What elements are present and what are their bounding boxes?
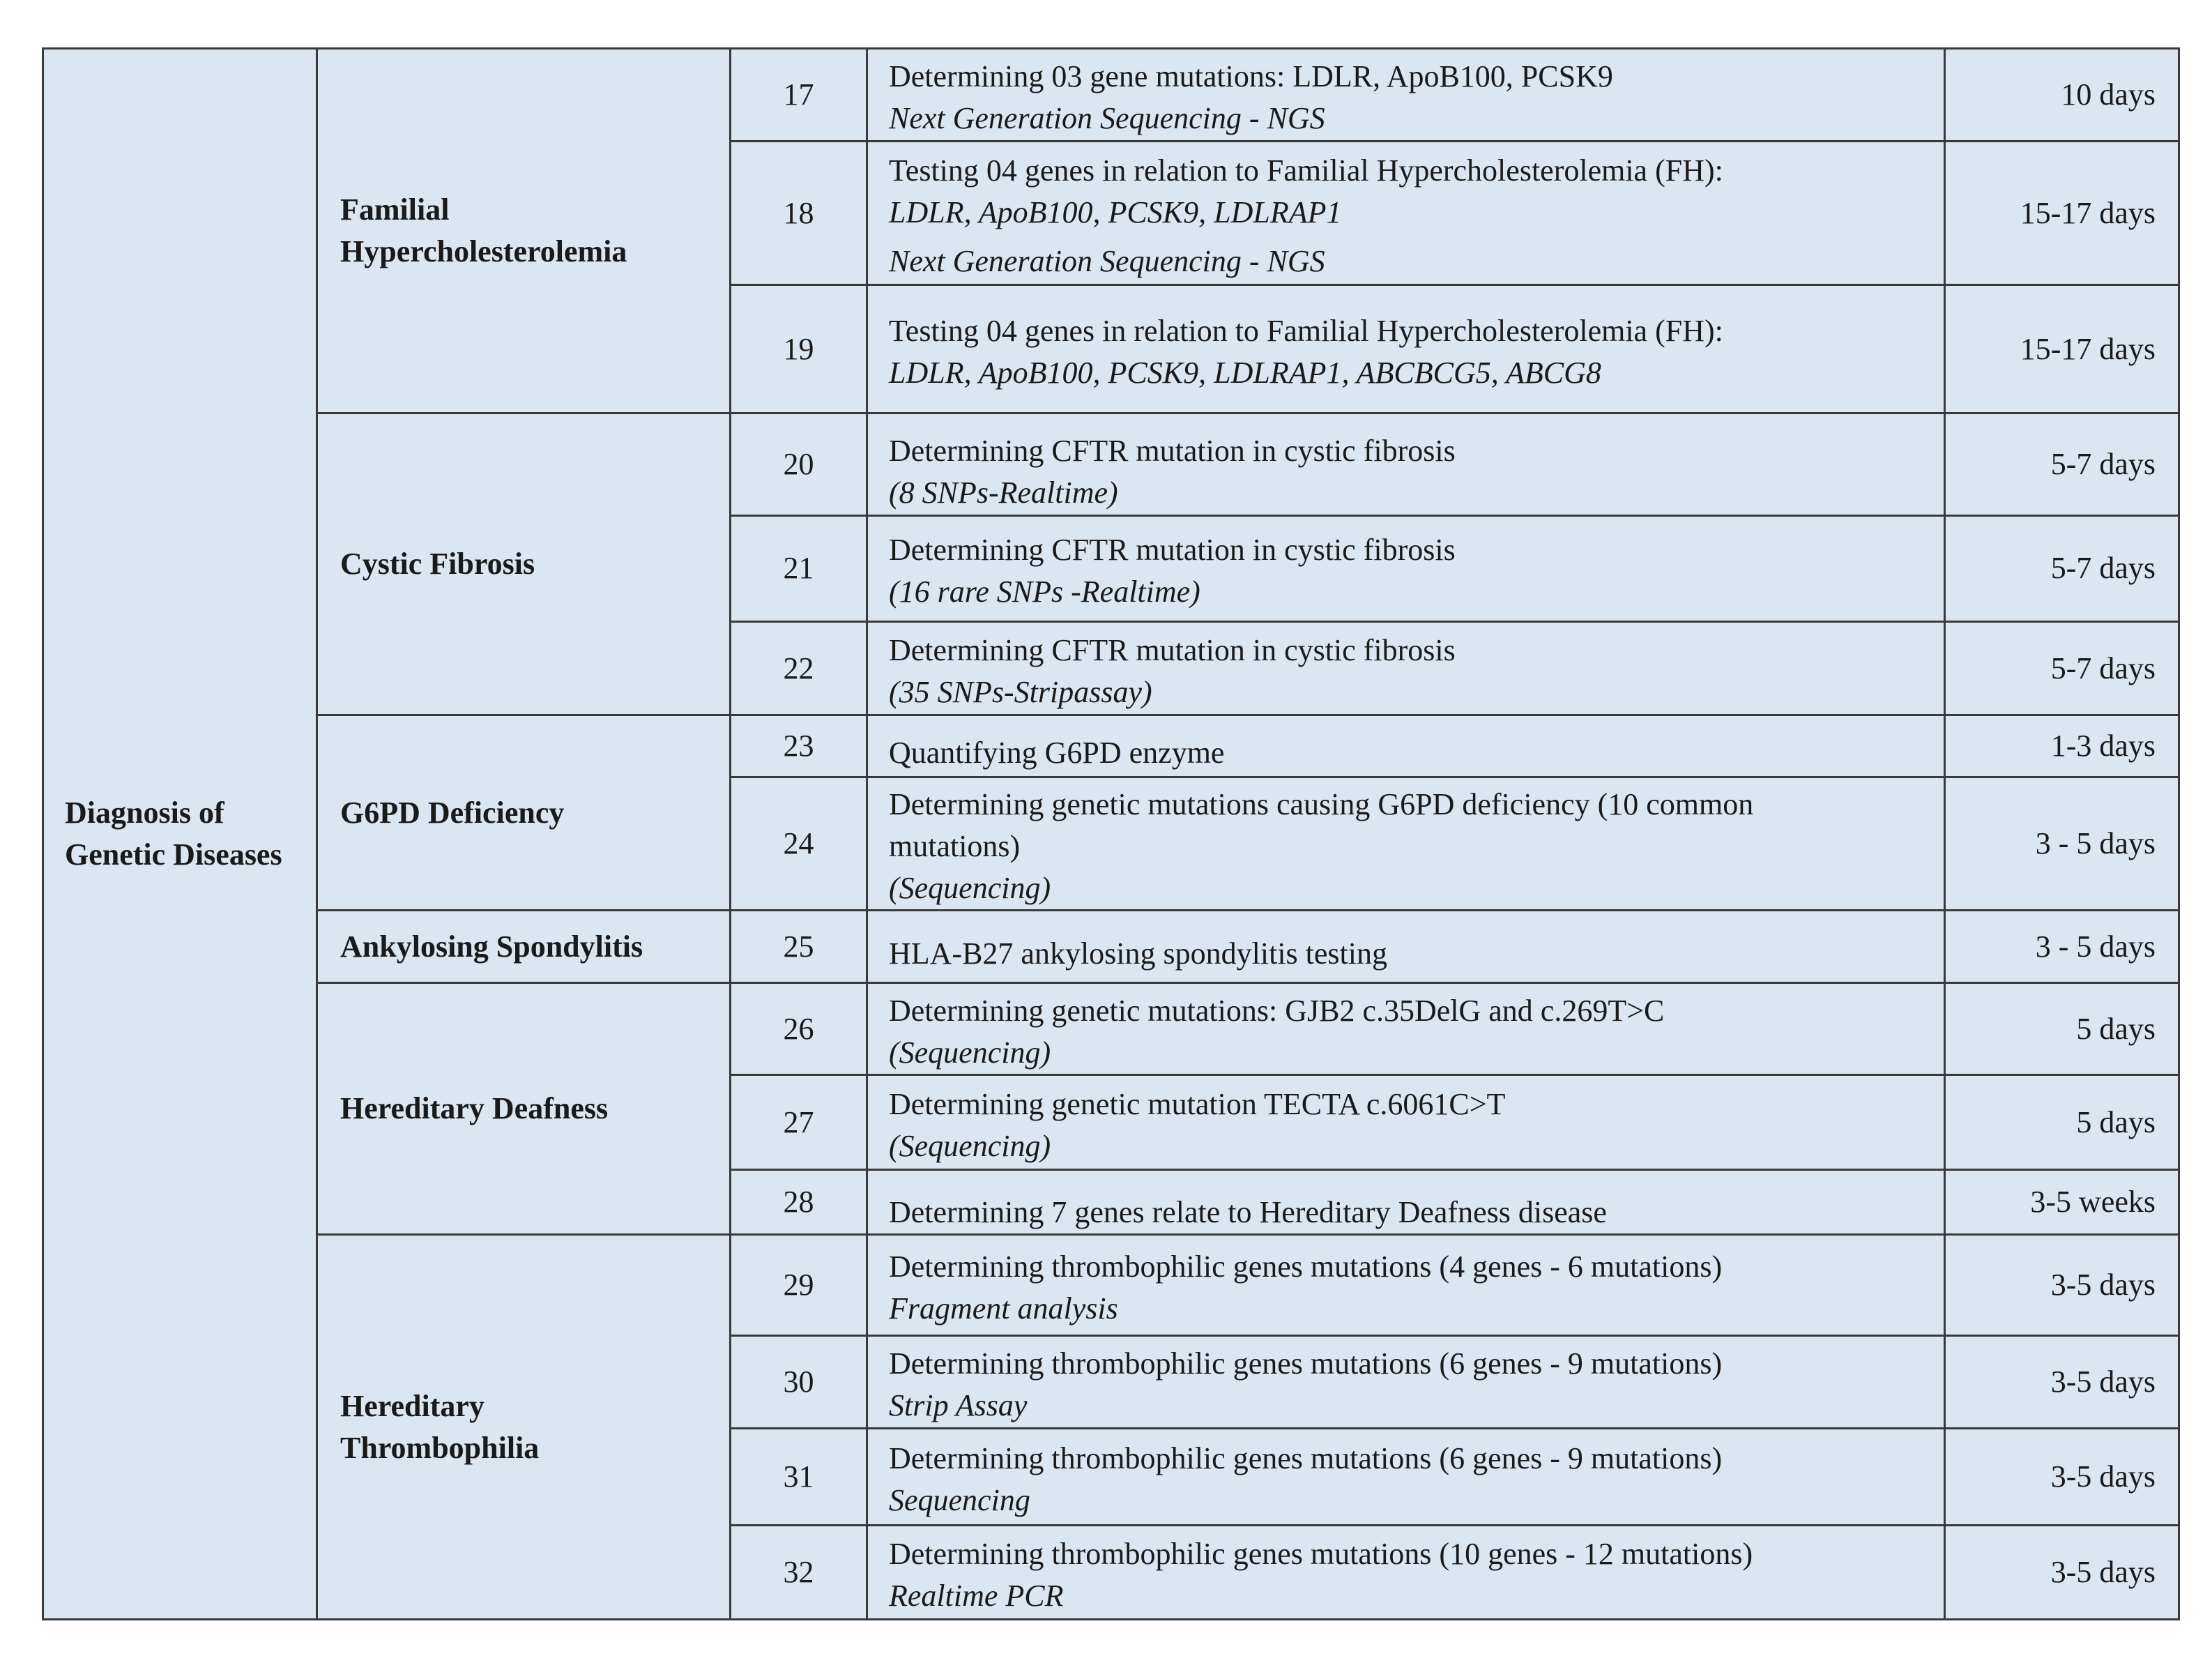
test-description-cell <box>867 1074 1945 1169</box>
test-number: 24 <box>731 777 867 911</box>
disease-name-cell <box>317 911 731 983</box>
turnaround-time: 10 days <box>1945 49 2179 142</box>
test-number: 21 <box>731 515 867 621</box>
category-label: Diagnosis of <box>65 796 224 830</box>
test-description: Determining CFTR mutation in cystic fibrosis <box>889 434 1456 469</box>
table-row <box>43 911 2179 983</box>
test-description-cell <box>867 515 1945 621</box>
category-label: Genetic Diseases <box>65 837 282 872</box>
turnaround-time: 5-7 days <box>1945 622 2179 715</box>
disease-name-cell <box>317 983 731 1235</box>
disease-name-cell <box>317 413 731 715</box>
turnaround-time: 3-5 days <box>1945 1335 2179 1428</box>
test-description: Quantifying G6PD enzyme <box>889 736 1225 770</box>
turnaround-time: 5-7 days <box>1945 515 2179 621</box>
turnaround-time: 3-5 days <box>1945 1235 2179 1335</box>
test-description: HLA-B27 ankylosing spondylitis testing <box>889 936 1387 971</box>
test-number: 27 <box>731 1074 867 1169</box>
disease-name: Ankylosing Spondylitis <box>340 929 643 964</box>
test-description: Determining thrombophilic genes mutations (4 genes - 6 mutations) <box>889 1249 1723 1284</box>
turnaround-time: 1-3 days <box>1945 715 2179 777</box>
test-description: Determining 03 gene mutations: LDLR, ApoB100, PCSK9 <box>889 59 1613 94</box>
table-row <box>43 983 2179 1074</box>
test-number: 19 <box>731 284 867 413</box>
test-description: Determining 7 genes relate to Hereditary Deafness disease <box>889 1195 1607 1230</box>
test-number: 23 <box>731 715 867 777</box>
test-number: 18 <box>731 142 867 285</box>
disease-name: G6PD Deficiency <box>340 795 565 830</box>
turnaround-time: 3 - 5 days <box>1945 777 2179 911</box>
test-description-cell <box>867 142 1945 285</box>
test-description-cell <box>867 284 1945 413</box>
disease-name: Thrombophilia <box>340 1430 540 1465</box>
test-method: (8 SNPs-Realtime) <box>889 476 1118 510</box>
test-method: LDLR, ApoB100, PCSK9, LDLRAP1 <box>889 195 1342 229</box>
turnaround-time: 5-7 days <box>1945 413 2179 515</box>
disease-name: Cystic Fibrosis <box>340 547 535 582</box>
disease-name-cell <box>317 49 731 413</box>
turnaround-time: 15-17 days <box>1945 142 2179 285</box>
test-description: mutations) <box>889 828 1021 863</box>
test-number: 25 <box>731 911 867 983</box>
disease-name: Hereditary Deafness <box>340 1091 609 1126</box>
test-description: Testing 04 genes in relation to Familial Hypercholesterolemia (FH): <box>889 313 1723 348</box>
test-description-cell <box>867 1170 1945 1235</box>
test-number: 26 <box>731 983 867 1074</box>
disease-name: Familial <box>340 192 450 227</box>
test-method: (Sequencing) <box>889 1035 1051 1070</box>
test-method: (Sequencing) <box>889 1128 1051 1163</box>
table-body <box>43 49 2179 1620</box>
turnaround-time: 15-17 days <box>1945 284 2179 413</box>
test-description-cell <box>867 1429 1945 1525</box>
disease-name: Hypercholesterolemia <box>340 234 627 269</box>
test-description: Determining thrombophilic genes mutations (6 genes - 9 mutations) <box>889 1441 1723 1475</box>
test-description-cell <box>867 983 1945 1074</box>
test-description-cell <box>867 715 1945 777</box>
disease-name: Hereditary <box>340 1388 485 1423</box>
test-number: 30 <box>731 1335 867 1428</box>
test-number: 17 <box>731 49 867 142</box>
table-row <box>43 715 2179 777</box>
test-method: Sequencing <box>889 1482 1030 1517</box>
test-description-cell <box>867 622 1945 715</box>
test-number: 28 <box>731 1170 867 1235</box>
genetic-tests-table <box>42 47 2180 1620</box>
test-description: Determining CFTR mutation in cystic fibrosis <box>889 632 1456 667</box>
test-method: Next Generation Sequencing - NGS <box>889 243 1325 278</box>
category-cell <box>43 49 317 1620</box>
test-description: Testing 04 genes in relation to Familial Hypercholesterolemia (FH): <box>889 153 1723 188</box>
test-method: Next Generation Sequencing - NGS <box>889 101 1325 136</box>
test-method: (16 rare SNPs -Realtime) <box>889 575 1200 609</box>
test-method: (Sequencing) <box>889 870 1051 905</box>
test-number: 29 <box>731 1235 867 1335</box>
test-description: Determining thrombophilic genes mutations (6 genes - 9 mutations) <box>889 1346 1723 1381</box>
turnaround-time: 3 - 5 days <box>1945 911 2179 983</box>
table-row <box>43 49 2179 142</box>
test-description-cell <box>867 777 1945 911</box>
test-number: 32 <box>731 1525 867 1620</box>
turnaround-time: 3-5 weeks <box>1945 1170 2179 1235</box>
disease-name-cell <box>317 1235 731 1620</box>
test-method: Realtime PCR <box>889 1578 1064 1613</box>
test-method: LDLR, ApoB100, PCSK9, LDLRAP1, ABCBCG5, ABCG8 <box>889 355 1601 390</box>
test-description: Determining CFTR mutation in cystic fibrosis <box>889 533 1456 568</box>
test-method: Fragment analysis <box>889 1291 1118 1326</box>
test-method: Strip Assay <box>889 1388 1028 1422</box>
test-description-cell <box>867 911 1945 983</box>
turnaround-time: 5 days <box>1945 1074 2179 1169</box>
table-row <box>43 1235 2179 1335</box>
test-number: 20 <box>731 413 867 515</box>
test-description-cell <box>867 413 1945 515</box>
disease-name-cell <box>317 715 731 911</box>
test-description-cell <box>867 1335 1945 1428</box>
test-number: 22 <box>731 622 867 715</box>
test-method: (35 SNPs-Stripassay) <box>889 674 1152 709</box>
turnaround-time: 3-5 days <box>1945 1429 2179 1525</box>
test-description: Determining genetic mutation TECTA c.6061C>T <box>889 1086 1506 1121</box>
test-description-cell <box>867 1525 1945 1620</box>
test-description: Determining thrombophilic genes mutations (10 genes - 12 mutations) <box>889 1536 1753 1571</box>
turnaround-time: 3-5 days <box>1945 1525 2179 1620</box>
test-description: Determining genetic mutations: GJB2 c.35DelG and c.269T>C <box>889 993 1665 1028</box>
test-description-cell <box>867 49 1945 142</box>
test-description-cell <box>867 1235 1945 1335</box>
table-row <box>43 413 2179 515</box>
test-description: Determining genetic mutations causing G6PD deficiency (10 common <box>889 787 1754 821</box>
turnaround-time: 5 days <box>1945 983 2179 1074</box>
test-number: 31 <box>731 1429 867 1525</box>
